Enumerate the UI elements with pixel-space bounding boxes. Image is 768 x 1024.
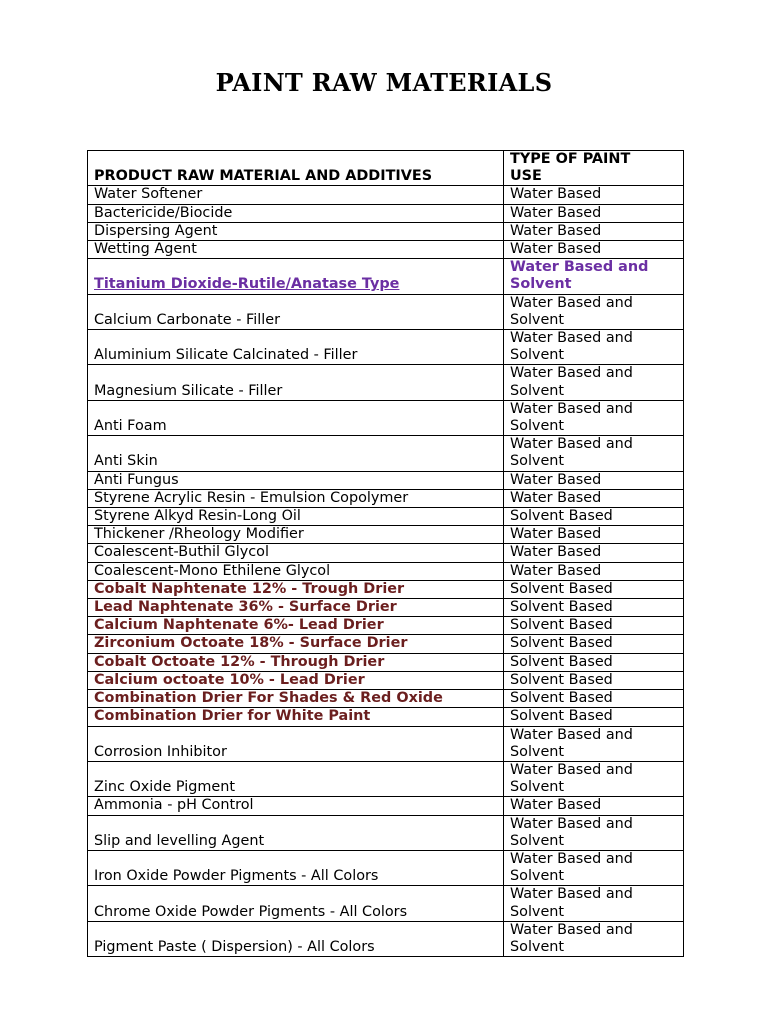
raw-materials-table [87,150,684,957]
material-cell: Corrosion Inhibitor [88,726,504,761]
table-row [88,294,684,329]
use-cell: Solvent Based [504,580,684,598]
table-row [88,508,684,526]
table-row [88,489,684,507]
table-row [88,690,684,708]
page-title: PAINT RAW MATERIALS [215,68,553,97]
use-cell: Water Based [504,204,684,222]
table-row [88,761,684,796]
table-row [88,544,684,562]
use-cell: Solvent Based [504,671,684,689]
use-cell: Water Based [504,186,684,204]
table-row [88,635,684,653]
table-row [88,436,684,471]
use-cell: Solvent Based [504,599,684,617]
table-row [88,400,684,435]
table-row [88,921,684,956]
table-row [88,471,684,489]
material-cell: Water Softener [88,186,504,204]
material-cell: Iron Oxide Powder Pigments - All Colors [88,850,504,885]
material-cell: Cobalt Naphtenate 12% - Trough Drier [88,580,504,598]
table-row [88,726,684,761]
use-cell: Water Based [504,471,684,489]
table-row [88,671,684,689]
use-cell: Solvent Based [504,617,684,635]
use-cell: Water Based and Solvent [504,330,684,365]
table-row [88,599,684,617]
material-cell: Anti Foam [88,400,504,435]
use-cell: Water Based and Solvent [504,436,684,471]
material-cell: Zinc Oxide Pigment [88,761,504,796]
material-cell: Anti Skin [88,436,504,471]
material-cell: Ammonia - pH Control [88,797,504,815]
table-row [88,241,684,259]
use-cell: Water Based [504,797,684,815]
material-cell: Calcium Carbonate - Filler [88,294,504,329]
material-cell: Slip and levelling Agent [88,815,504,850]
material-cell: Styrene Alkyd Resin-Long Oil [88,508,504,526]
table-row [88,204,684,222]
header-material: PRODUCT RAW MATERIAL AND ADDITIVES [88,151,504,186]
material-cell: Anti Fungus [88,471,504,489]
material-cell: Wetting Agent [88,241,504,259]
use-cell: Water Based and Solvent [504,259,684,294]
use-cell: Water Based [504,544,684,562]
material-cell: Combination Drier For Shades & Red Oxide [88,690,504,708]
material-cell: Pigment Paste ( Dispersion) - All Colors [88,921,504,956]
material-cell: Chrome Oxide Powder Pigments - All Colors [88,886,504,921]
table-row [88,562,684,580]
table-header-row [88,151,684,186]
material-cell: Thickener /Rheology Modifier [88,526,504,544]
table-row [88,365,684,400]
table-row [88,222,684,240]
use-cell: Water Based and Solvent [504,886,684,921]
material-cell: Cobalt Octoate 12% - Through Drier [88,653,504,671]
material-cell: Aluminium Silicate Calcinated - Filler [88,330,504,365]
table-row [88,617,684,635]
material-cell: Lead Naphtenate 36% - Surface Drier [88,599,504,617]
material-cell: Calcium Naphtenate 6%- Lead Drier [88,617,504,635]
table-row [88,708,684,726]
table-row [88,850,684,885]
use-cell: Water Based [504,562,684,580]
table-row [88,186,684,204]
material-cell: Styrene Acrylic Resin - Emulsion Copolymer [88,489,504,507]
use-cell: Water Based and Solvent [504,726,684,761]
use-cell: Water Based and Solvent [504,294,684,329]
use-cell: Water Based [504,526,684,544]
material-cell: Dispersing Agent [88,222,504,240]
use-cell: Solvent Based [504,508,684,526]
use-cell: Water Based and Solvent [504,815,684,850]
table-row [88,526,684,544]
table-body [88,151,684,957]
material-cell: Bactericide/Biocide [88,204,504,222]
table-row [88,886,684,921]
table-row [88,653,684,671]
material-cell: Magnesium Silicate - Filler [88,365,504,400]
use-cell: Water Based [504,489,684,507]
use-cell: Solvent Based [504,653,684,671]
use-cell: Water Based and Solvent [504,921,684,956]
use-cell: Water Based [504,241,684,259]
use-cell: Solvent Based [504,690,684,708]
use-cell: Solvent Based [504,708,684,726]
use-cell: Water Based and Solvent [504,400,684,435]
material-cell: Combination Drier for White Paint [88,708,504,726]
use-cell: Water Based [504,222,684,240]
use-cell: Water Based and Solvent [504,850,684,885]
table-row [88,815,684,850]
material-cell: Coalescent-Buthil Glycol [88,544,504,562]
table-row [88,580,684,598]
use-cell: Water Based and Solvent [504,761,684,796]
use-cell: Water Based and Solvent [504,365,684,400]
table-row [88,330,684,365]
table-row [88,259,684,294]
table-row [88,797,684,815]
header-use: TYPE OF PAINT USE [504,151,684,186]
material-cell: Coalescent-Mono Ethilene Glycol [88,562,504,580]
material-cell: Zirconium Octoate 18% - Surface Drier [88,635,504,653]
material-cell[interactable]: Titanium Dioxide-Rutile/Anatase Type [88,259,504,294]
use-cell: Solvent Based [504,635,684,653]
material-cell: Calcium octoate 10% - Lead Drier [88,671,504,689]
